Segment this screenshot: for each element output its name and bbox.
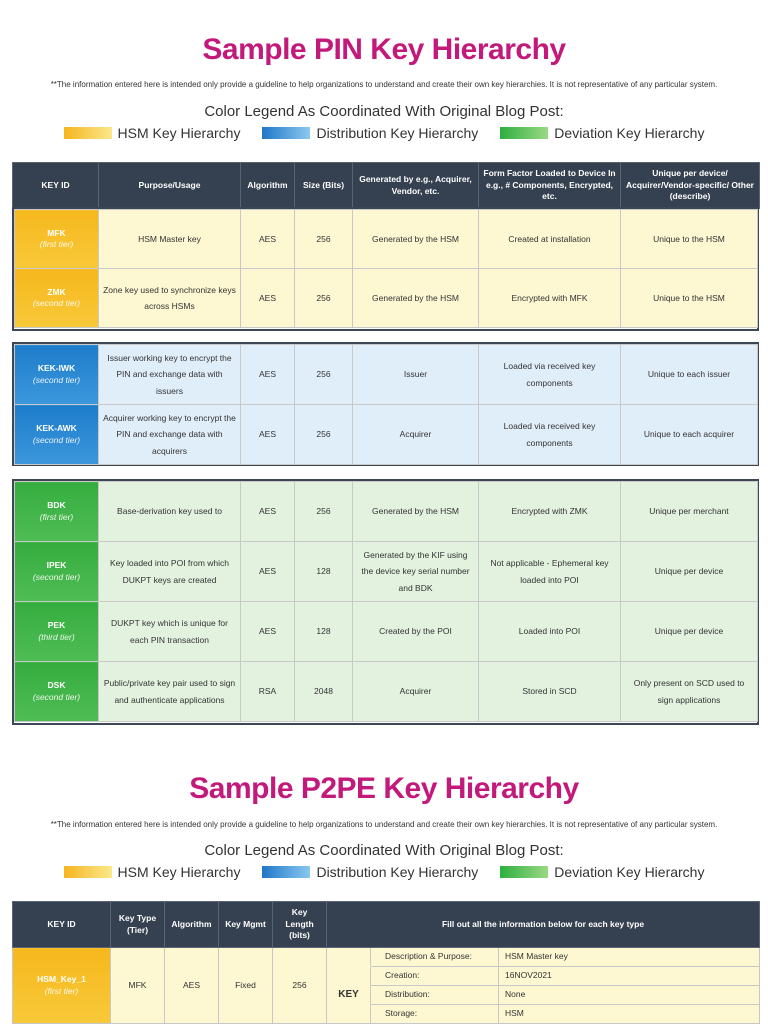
header-generated-by: Generated by e.g., Acquirer, Vendor, etc. [353, 163, 479, 209]
p2pe-disclaimer: **The information entered here is intended only provide a guideline to help organizations to understand and create their own key hierarchies. It is not representative of any particular system. [50, 820, 718, 829]
legend-swatch-yellow [64, 127, 112, 139]
key-id-cell: MFK (first tier) [15, 210, 99, 269]
legend-deviation: Deviation Key Hierarchy [500, 125, 704, 141]
key-id-cell: DSK (second tier) [15, 662, 99, 722]
table-row: ZMK (second tier) Zone key used to synchronize keys across HSMs AES 256 Generated by the HSM Encrypted with MFK Unique to the HSM [15, 269, 758, 328]
table-row: KEK-AWK (second tier) Acquirer working key to encrypt the PIN and exchange data with acquirers AES 256 Acquirer Loaded via received key components Unique to each acquirer [15, 405, 758, 465]
hsm-key-group [14, 209, 758, 328]
legend-swatch-blue [262, 866, 310, 878]
legend-distribution: Distribution Key Hierarchy [262, 125, 478, 141]
legend-hsm: HSM Key Hierarchy [64, 125, 241, 141]
table-row: KEY Creation: 16NOV2021 [13, 967, 760, 986]
legend-hsm: HSM Key Hierarchy [64, 864, 241, 880]
distribution-key-group [14, 344, 758, 465]
table-row: HSM_Key_1 (first tier) MFK AES Fixed 256 Description & Purpose: HSM Master key [13, 948, 760, 967]
header-algorithm: Algorithm [165, 902, 219, 948]
pin-color-legend [0, 125, 768, 141]
pin-disclaimer: **The information entered here is intended only provide a guideline to help organizations to understand and create their own key hierarchies. It is not representative of any particular system. [50, 80, 718, 89]
table-row: Storage: HSM [13, 1005, 760, 1024]
legend-deviation: Deviation Key Hierarchy [500, 864, 704, 880]
pin-table-header [12, 162, 760, 209]
table-row: BDK (first tier) Base-derivation key used to AES 256 Generated by the HSM Encrypted with ZMK Unique per merchant [15, 482, 758, 542]
header-size: Size (Bits) [295, 163, 353, 209]
legend-swatch-green [500, 127, 548, 139]
legend-distribution: Distribution Key Hierarchy [262, 864, 478, 880]
header-key-type: Key Type (Tier) [111, 902, 165, 948]
pin-hierarchy-title: Sample PIN Key Hierarchy [202, 33, 566, 66]
table-row: PEK (third tier) DUKPT key which is unique for each PIN transaction AES 128 Created by the POI Loaded into POI Unique per device [15, 602, 758, 662]
header-key-id: KEY ID [13, 902, 111, 948]
legend-swatch-yellow [64, 866, 112, 878]
table-row: Distribution: None [13, 986, 760, 1005]
header-key-id: KEY ID [13, 163, 99, 209]
table-row: MFK (first tier) HSM Master key AES 256 Generated by the HSM Created at installation Unique to the HSM [15, 210, 758, 269]
key-id-cell: PEK (third tier) [15, 602, 99, 662]
key-id-cell: IPEK (second tier) [15, 542, 99, 602]
pin-legend-title: Color Legend As Coordinated With Original Blog Post: [204, 103, 564, 120]
header-unique: Unique per device/ Acquirer/Vendor-specific/ Other (describe) [621, 163, 760, 209]
header-key-length: Key Length (bits) [273, 902, 327, 948]
table-row: DSK (second tier) Public/private key pair used to sign and authenticate applications RSA 2048 Acquirer Stored in SCD Only present on SCD used to sign applications [15, 662, 758, 722]
legend-swatch-blue [262, 127, 310, 139]
p2pe-color-legend [0, 864, 768, 880]
key-id-cell: KEK-IWK (second tier) [15, 345, 99, 405]
header-algorithm: Algorithm [241, 163, 295, 209]
p2pe-legend-title: Color Legend As Coordinated With Original Blog Post: [204, 842, 564, 859]
header-key-mgmt: Key Mgmt [219, 902, 273, 948]
key-id-cell: HSM_Key_1 (first tier) [13, 948, 111, 1024]
key-group-label: KEY [327, 967, 371, 1024]
table-row: IPEK (second tier) Key loaded into POI from which DUKPT keys are created AES 128 Generated by the KIF using the device key serial number and BDK Not applicable - Ephemeral key loaded into POI Unique per device [15, 542, 758, 602]
key-id-cell: KEK-AWK (second tier) [15, 405, 99, 465]
header-fill-out: Fill out all the information below for each key type [327, 902, 760, 948]
header-form-factor: Form Factor Loaded to Device In e.g., # Components, Encrypted, etc. [479, 163, 621, 209]
key-id-cell: BDK (first tier) [15, 482, 99, 542]
table-row: KEK-IWK (second tier) Issuer working key to encrypt the PIN and exchange data with issuers AES 256 Issuer Loaded via received key components Unique to each issuer [15, 345, 758, 405]
p2pe-hierarchy-title: Sample P2PE Key Hierarchy [189, 772, 579, 805]
key-id-cell: ZMK (second tier) [15, 269, 99, 328]
p2pe-table [12, 901, 760, 1024]
deviation-key-group [14, 481, 758, 722]
header-purpose: Purpose/Usage [99, 163, 241, 209]
legend-swatch-green [500, 866, 548, 878]
